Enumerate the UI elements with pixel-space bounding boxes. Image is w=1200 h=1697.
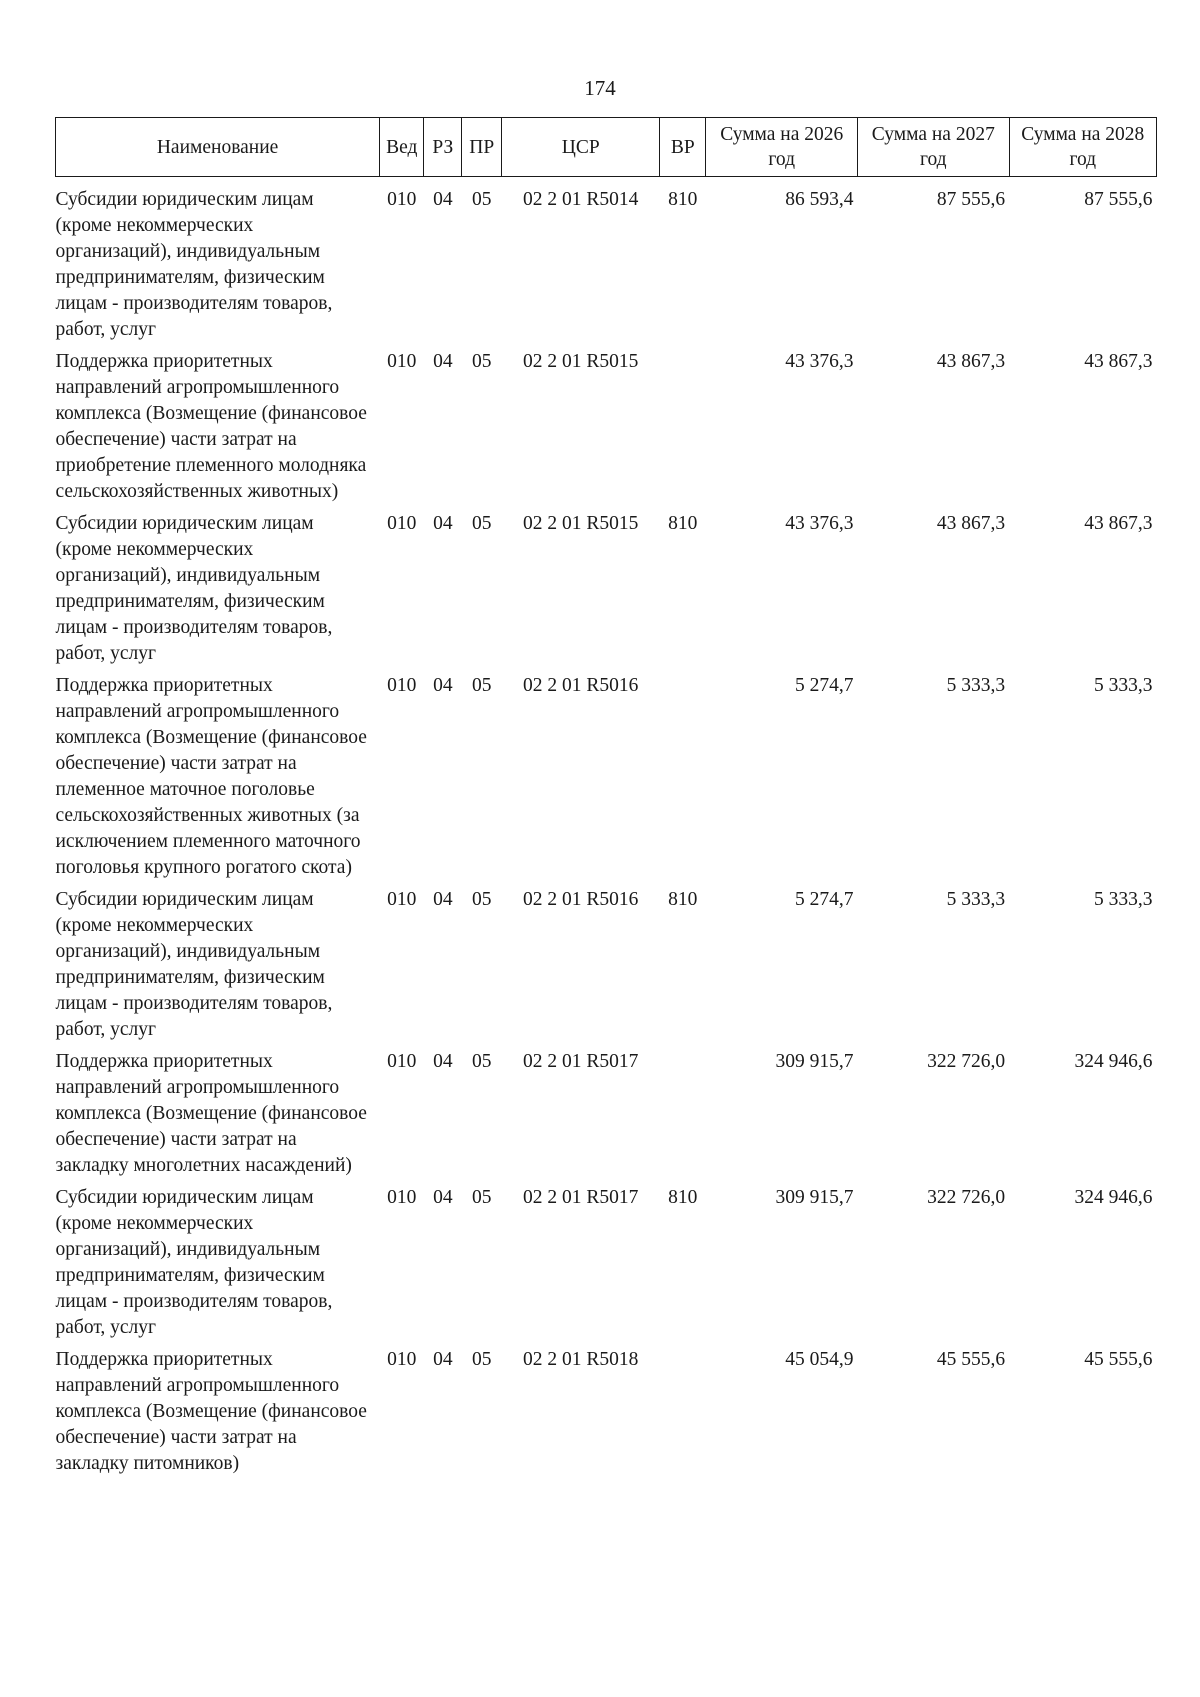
row-pr: 05 (472, 1187, 492, 1208)
row-rz: 04 (433, 189, 453, 210)
row-rz: 04 (433, 513, 453, 534)
row-pr: 05 (472, 675, 492, 696)
row-vr: 810 (668, 513, 698, 534)
table-row (56, 1049, 1157, 1185)
table-row (56, 177, 1157, 350)
table-row (56, 511, 1157, 673)
row-sum-2027: 322 726,0 (927, 1051, 1006, 1072)
header-sum-2028: Сумма на 2028 год (1009, 118, 1156, 177)
table-row (56, 1185, 1157, 1347)
row-ved: 010 (387, 1051, 417, 1072)
row-sum-2026: 43 376,3 (785, 513, 854, 534)
header-rz: РЗ (424, 118, 462, 177)
row-name: Поддержка приоритетных направлений агропромышленного комплекса (Возмещение (финансовое обеспечение) части затрат на закладку многолетних насаждений) (55, 1051, 367, 1176)
row-ved: 010 (387, 889, 417, 910)
header-sum-2026: Сумма на 2026 год (706, 118, 858, 177)
table-body (56, 177, 1157, 1484)
row-sum-2027: 87 555,6 (936, 189, 1006, 210)
row-vr (660, 1049, 706, 1185)
row-sum-2027: 5 333,3 (946, 675, 1006, 696)
header-csr: ЦСР (502, 118, 660, 177)
row-sum-2026: 43 376,3 (785, 351, 854, 372)
row-sum-2027: 322 726,0 (927, 1187, 1006, 1208)
table-row (56, 349, 1157, 511)
row-rz: 04 (433, 675, 453, 696)
header-sum-2027: Сумма на 2027 год (858, 118, 1010, 177)
table-row (56, 887, 1157, 1049)
row-sum-2028: 324 946,6 (1074, 1187, 1153, 1208)
row-sum-2028: 324 946,6 (1074, 1051, 1153, 1072)
row-rz: 04 (433, 351, 453, 372)
row-sum-2026: 309 915,7 (775, 1051, 854, 1072)
header-ved: Вед (380, 118, 424, 177)
row-ved: 010 (387, 351, 417, 372)
table-row (56, 1347, 1157, 1483)
budget-table (55, 117, 1157, 1483)
row-csr: 02 2 01 R5015 (523, 351, 639, 372)
row-sum-2028: 5 333,3 (1094, 889, 1153, 910)
row-csr: 02 2 01 R5018 (523, 1349, 639, 1370)
row-sum-2028: 5 333,3 (1094, 675, 1153, 696)
row-pr: 05 (472, 1349, 492, 1370)
row-sum-2026: 5 274,7 (795, 675, 854, 696)
row-name: Субсидии юридическим лицам (кроме некоммерческих организаций), индивидуальным предпринимателям, физическим лицам - производителям товаров, работ, услуг (55, 189, 333, 340)
row-ved: 010 (387, 513, 417, 534)
header-vr: ВР (660, 118, 706, 177)
row-rz: 04 (433, 1051, 453, 1072)
row-pr: 05 (472, 1051, 492, 1072)
table-header (56, 118, 1157, 177)
row-name: Поддержка приоритетных направлений агропромышленного комплекса (Возмещение (финансовое обеспечение) части затрат на приобретение племенного молодняка сельскохозяйственных животных) (55, 351, 367, 502)
row-ved: 010 (387, 1187, 417, 1208)
row-sum-2027: 43 867,3 (936, 513, 1006, 534)
row-vr (660, 1347, 706, 1483)
row-name: Субсидии юридическим лицам (кроме некоммерческих организаций), индивидуальным предпринимателям, физическим лицам - производителям товаров, работ, услуг (55, 513, 333, 664)
row-vr (660, 349, 706, 511)
row-name: Субсидии юридическим лицам (кроме некоммерческих организаций), индивидуальным предпринимателям, физическим лицам - производителям товаров, работ, услуг (55, 889, 333, 1040)
row-name: Поддержка приоритетных направлений агропромышленного комплекса (Возмещение (финансовое обеспечение) части затрат на закладку питомников) (55, 1349, 367, 1474)
row-sum-2027: 43 867,3 (936, 351, 1006, 372)
row-csr: 02 2 01 R5014 (523, 189, 639, 210)
row-vr: 810 (668, 1187, 698, 1208)
row-vr: 810 (668, 189, 698, 210)
row-csr: 02 2 01 R5016 (523, 889, 639, 910)
row-sum-2027: 45 555,6 (936, 1349, 1006, 1370)
row-sum-2026: 45 054,9 (785, 1349, 854, 1370)
row-pr: 05 (472, 513, 492, 534)
row-name: Субсидии юридическим лицам (кроме некоммерческих организаций), индивидуальным предпринимателям, физическим лицам - производителям товаров, работ, услуг (55, 1187, 333, 1338)
row-rz: 04 (433, 1187, 453, 1208)
row-ved: 010 (387, 1349, 417, 1370)
row-ved: 010 (387, 189, 417, 210)
row-csr: 02 2 01 R5017 (523, 1051, 639, 1072)
row-vr: 810 (668, 889, 698, 910)
row-sum-2026: 309 915,7 (775, 1187, 854, 1208)
row-name: Поддержка приоритетных направлений агропромышленного комплекса (Возмещение (финансовое обеспечение) части затрат на племенное маточное поголовье сельскохозяйственных животных (за исключением племенного маточного поголовья крупного рогатого скота) (55, 675, 367, 878)
header-name: Наименование (56, 118, 380, 177)
row-csr: 02 2 01 R5017 (523, 1187, 639, 1208)
row-sum-2026: 5 274,7 (795, 889, 854, 910)
row-rz: 04 (433, 1349, 453, 1370)
page-number: 174 (584, 76, 616, 100)
row-sum-2026: 86 593,4 (785, 189, 854, 210)
row-pr: 05 (472, 889, 492, 910)
row-pr: 05 (472, 351, 492, 372)
row-ved: 010 (387, 675, 417, 696)
row-pr: 05 (472, 189, 492, 210)
header-pr: ПР (462, 118, 502, 177)
row-sum-2027: 5 333,3 (946, 889, 1006, 910)
row-vr (660, 673, 706, 887)
row-sum-2028: 87 555,6 (1084, 189, 1153, 210)
row-sum-2028: 45 555,6 (1084, 1349, 1153, 1370)
table-row (56, 673, 1157, 887)
row-sum-2028: 43 867,3 (1084, 351, 1153, 372)
row-sum-2028: 43 867,3 (1084, 513, 1153, 534)
row-rz: 04 (433, 889, 453, 910)
row-csr: 02 2 01 R5015 (523, 513, 639, 534)
row-csr: 02 2 01 R5016 (523, 675, 639, 696)
